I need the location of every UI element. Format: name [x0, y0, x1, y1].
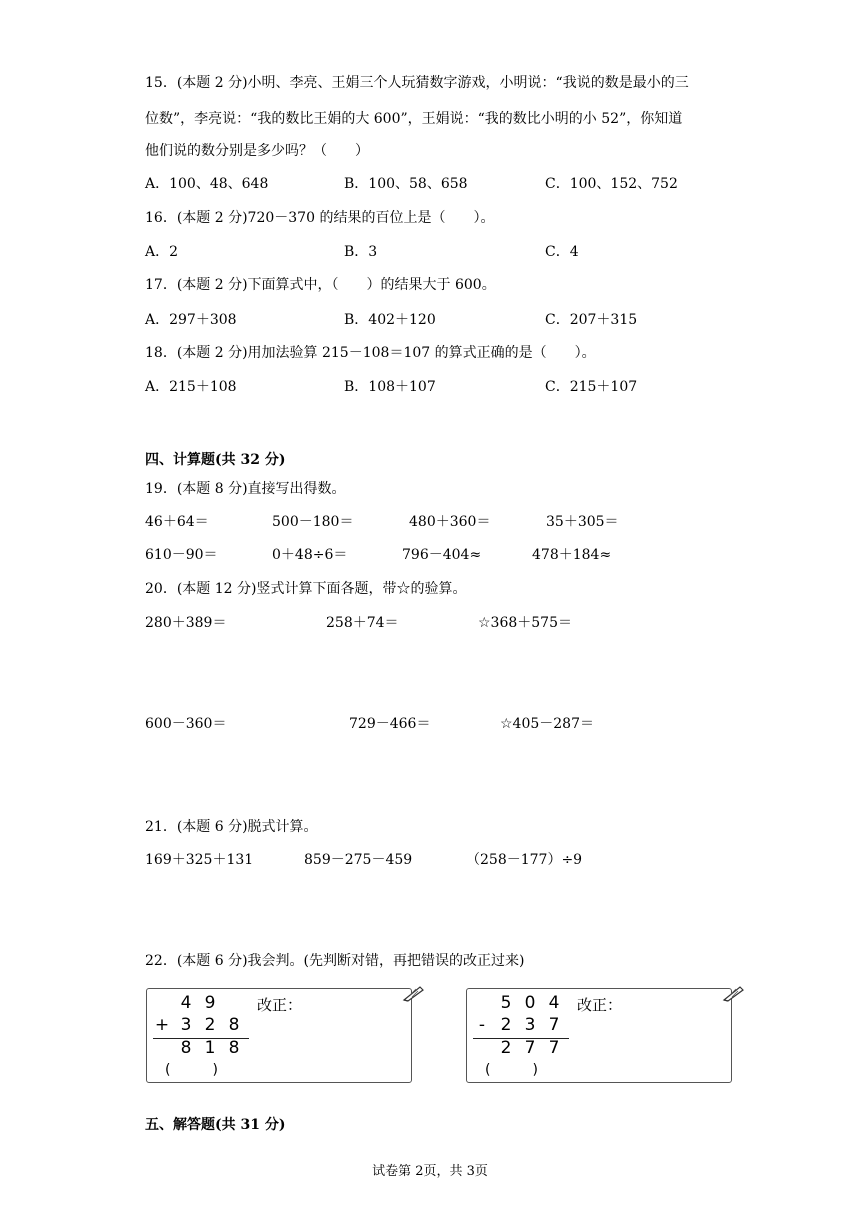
q21-item: 859－275－459 [304, 852, 413, 868]
q15-line-3: 他们说的数分别是多少吗？（ ） [145, 143, 369, 159]
digit: 3 [180, 1015, 192, 1035]
correction-label: 改正： [257, 996, 303, 1014]
q18-option-c: C．215＋107 [545, 379, 638, 395]
digit: 2 [500, 1015, 512, 1035]
section-4-title: 四、计算题(共 32 分) [145, 452, 286, 468]
q20-question: 20．(本题 12 分)竖式计算下面各题，带☆的验算。 [145, 581, 467, 597]
q15-line-1: 15．(本题 2 分)小明、李亮、王娟三个人玩猜数字游戏，小明说：“我说的数是最小的三 [145, 75, 689, 91]
q18-option-a: A．215＋108 [145, 379, 237, 395]
judge-box-1 [146, 988, 412, 1083]
digit: 0 [524, 993, 536, 1013]
q20-item: 729－466＝ [349, 716, 431, 732]
digit: 3 [524, 1015, 536, 1035]
q16-option-a: A．2 [145, 244, 179, 260]
q15-option-c: C．100、152、752 [545, 176, 678, 192]
judge-box-2 [466, 988, 732, 1083]
q19-item: 500－180＝ [272, 514, 354, 530]
q17-option-c: C．207＋315 [545, 312, 638, 328]
q17-question: 17．(本题 2 分)下面算式中，（ ）的结果大于 600。 [145, 277, 496, 293]
digit: 1 [204, 1038, 216, 1058]
judgement-parens: ( ) [485, 1062, 538, 1078]
minus-sign: - [478, 1015, 486, 1035]
q20-item: 258＋74＝ [326, 615, 399, 631]
q19-question: 19．(本题 8 分)直接写出得数。 [145, 481, 346, 497]
q19-item: 35＋305＝ [546, 514, 619, 530]
digit: 8 [228, 1015, 240, 1035]
digit: 7 [548, 1015, 560, 1035]
q19-item: 0＋48÷6＝ [272, 547, 348, 563]
digit: 7 [548, 1038, 560, 1058]
q18-question: 18．(本题 2 分)用加法验算 215－108＝107 的算式正确的是（ ）。 [145, 345, 596, 361]
q15-option-a: A．100、48、648 [145, 176, 269, 192]
plus-sign: + [154, 1015, 170, 1035]
digit: 4 [548, 993, 560, 1013]
digit: 7 [524, 1038, 536, 1058]
q17-option-a: A．297＋308 [145, 312, 237, 328]
q15-option-b: B．100、58、658 [344, 176, 468, 192]
q20-item: 280＋389＝ [145, 615, 227, 631]
q19-item: 796－404≈ [402, 547, 482, 563]
q21-item: （258－177）÷9 [466, 852, 583, 868]
digit: 8 [228, 1038, 240, 1058]
digit: 2 [500, 1038, 512, 1058]
digit: 4 [180, 993, 192, 1013]
page-footer: 试卷第 2页，共 3页 [372, 1164, 488, 1179]
digit: 8 [180, 1038, 192, 1058]
digit: 9 [204, 993, 216, 1013]
q16-option-c: C．4 [545, 244, 579, 260]
q19-item: 480＋360＝ [409, 514, 491, 530]
q21-question: 21．(本题 6 分)脱式计算。 [145, 819, 318, 835]
q22-question: 22．(本题 6 分)我会判。(先判断对错，再把错误的改正过来) [145, 953, 525, 969]
correction-label: 改正： [577, 996, 623, 1014]
pencil-icon [402, 983, 426, 1003]
q19-item: 46＋64＝ [145, 514, 209, 530]
q16-option-b: B．3 [344, 244, 378, 260]
section-5-title: 五、解答题(共 31 分) [145, 1117, 286, 1133]
digit: 5 [500, 993, 512, 1013]
q20-item: 600－360＝ [145, 716, 227, 732]
q19-item: 610－90＝ [145, 547, 218, 563]
q16-question: 16．(本题 2 分)720－370 的结果的百位上是（ ）。 [145, 210, 495, 226]
judgement-parens: ( ) [165, 1062, 218, 1078]
q19-item: 478＋184≈ [532, 547, 612, 563]
q20-item: ☆368＋575＝ [478, 615, 572, 631]
q21-item: 169＋325＋131 [145, 852, 254, 868]
q15-line-2: 位数”，李亮说：“我的数比王娟的大 600”，王娟说：“我的数比小明的小 52”，你知道 [145, 111, 683, 127]
q17-option-b: B．402＋120 [344, 312, 436, 328]
pencil-icon [722, 983, 746, 1003]
digit: 2 [204, 1015, 216, 1035]
q20-item: ☆405－287＝ [500, 716, 594, 732]
q18-option-b: B．108＋107 [344, 379, 436, 395]
